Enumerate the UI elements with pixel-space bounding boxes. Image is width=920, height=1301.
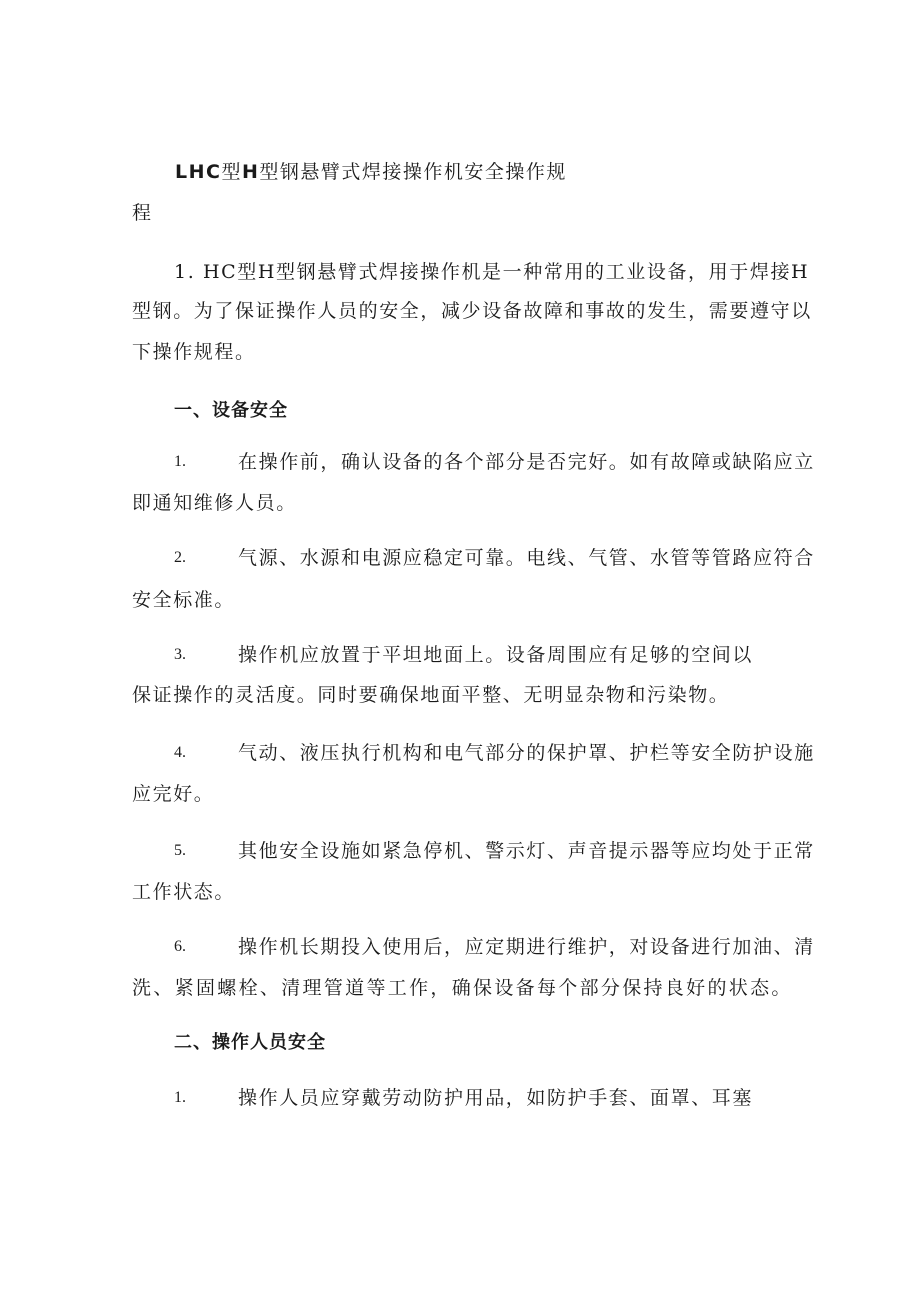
item-3-line-1: 操作机应放置于平坦地面上。设备周围应有足够的空间以 [238, 644, 754, 666]
item-4-number: 4. [174, 744, 186, 761]
section-1-heading: 一、设备安全 [174, 400, 288, 421]
item-2-line-2: 安全标准。 [132, 589, 236, 611]
item-2-number: 2. [174, 549, 186, 566]
intro-line-2 [132, 298, 812, 324]
intro-text-1: 1. HC型H型钢悬臂式焊接操作机是一种常用的工业设备，用于焊接H [174, 261, 810, 283]
item-6-line-1 [238, 934, 815, 960]
intro-line-1 [174, 259, 810, 285]
item-1-line-2: 即通知维修人员。 [132, 492, 297, 514]
title-prefix: LHC [175, 161, 222, 183]
intro-line-3: 下操作规程。 [132, 341, 256, 363]
intro-text-2: 型钢。为了保证操作人员的安全，减少设备故障和事故的发生，需要遵守以 [132, 300, 812, 322]
item-6-line-2 [132, 975, 792, 1001]
item-6-text-2: 洗、紧固螺栓、清理管道等工作，确保设备每个部分保持良好的状态。 [132, 977, 792, 999]
item-3-number: 3. [174, 646, 186, 663]
item-6-number: 6. [174, 938, 186, 955]
item-4-line-2: 应完好。 [132, 783, 215, 805]
title-type-char: 型 [221, 161, 242, 183]
item-5-line-1 [238, 838, 815, 864]
document-title [175, 159, 567, 185]
item-1-text-1: 在操作前，确认设备的各个部分是否完好。如有故障或缺陷应立 [238, 451, 815, 473]
section-2-item-1-line-1: 操作人员应穿戴劳动防护用品，如防护手套、面罩、耳塞 [238, 1087, 754, 1109]
document-title-continuation: 程 [132, 202, 153, 224]
item-3-line-2: 保证操作的灵活度。同时要确保地面平整、无明显杂物和污染物。 [132, 684, 730, 706]
section-2-item-1-number: 1. [174, 1089, 186, 1106]
title-main-text: 型钢悬臂式焊接操作机安全操作规 [259, 161, 567, 183]
item-1-line-1 [238, 449, 815, 475]
item-1-number: 1. [174, 453, 186, 470]
section-2-heading: 二、操作人员安全 [174, 1032, 326, 1053]
item-6-text-1: 操作机长期投入使用后，应定期进行维护，对设备进行加油、清 [238, 936, 815, 958]
item-5-text-1: 其他安全设施如紧急停机、警示灯、声音提示器等应均处于正常 [238, 840, 815, 862]
title-h-letter: H [241, 161, 260, 183]
item-2-line-1 [238, 545, 815, 571]
item-4-line-1 [238, 740, 815, 766]
item-5-line-2: 工作状态。 [132, 881, 236, 903]
item-4-text-1: 气动、液压执行机构和电气部分的保护罩、护栏等安全防护设施 [238, 742, 815, 764]
item-2-text-1: 气源、水源和电源应稳定可靠。电线、气管、水管等管路应符合 [238, 547, 815, 569]
item-5-number: 5. [174, 842, 186, 859]
